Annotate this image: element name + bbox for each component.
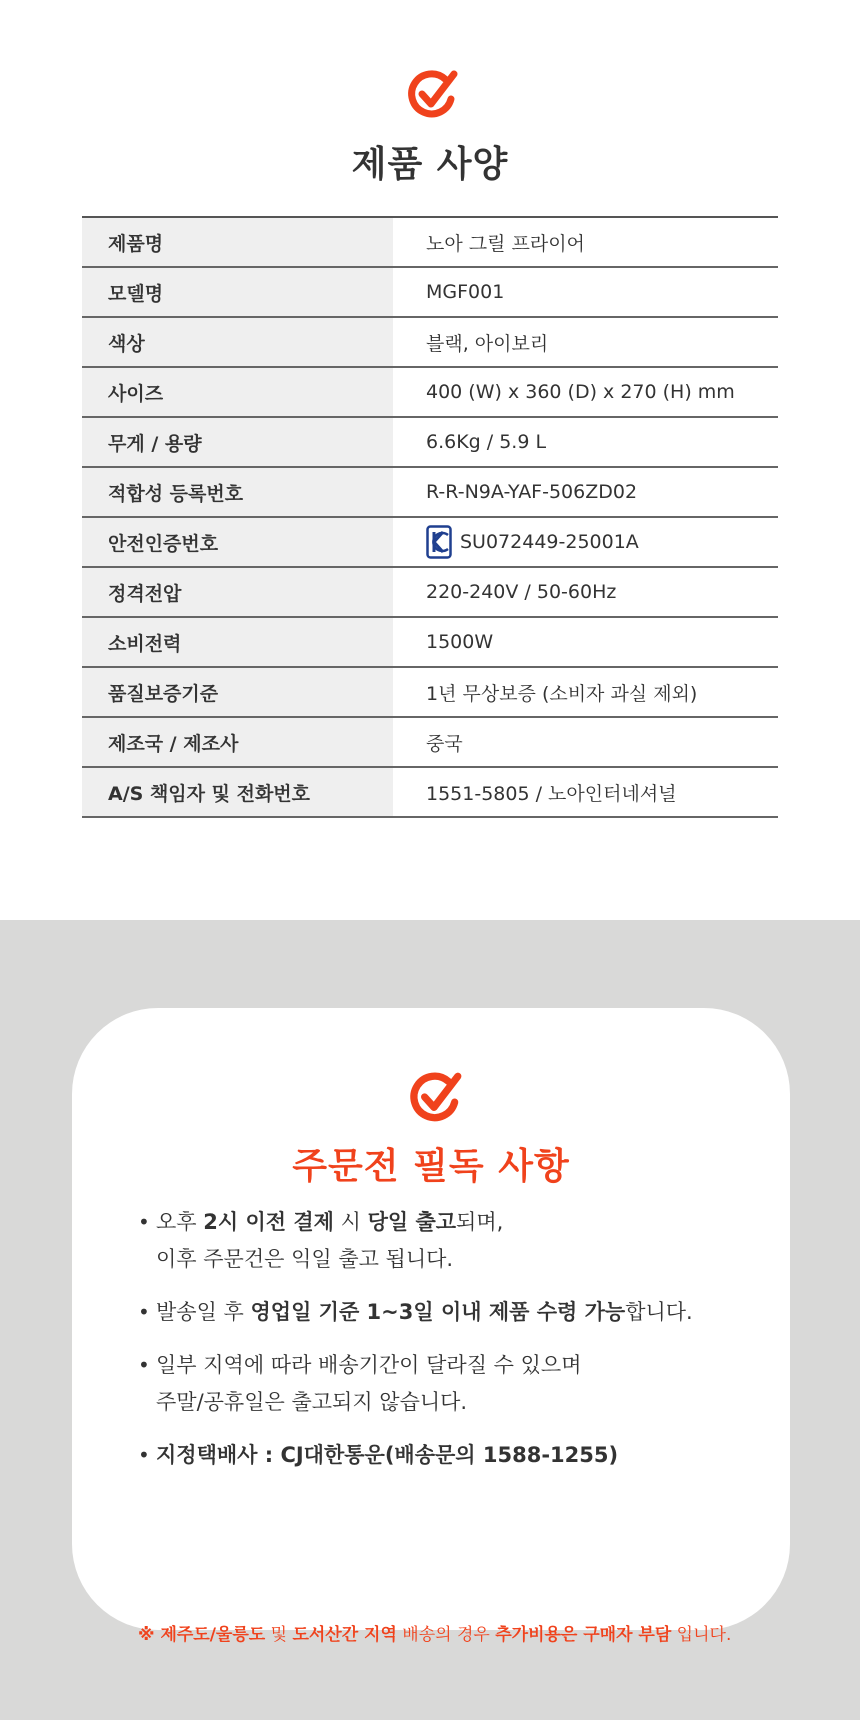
spec-table xyxy=(82,216,778,818)
spec-value: 220-240V / 50-60Hz xyxy=(426,581,617,603)
spec-value: 블랙, 아이보리 xyxy=(426,332,549,355)
shipping-footnote xyxy=(138,1620,758,1645)
spec-key: 제품명 xyxy=(82,218,393,266)
notice-line xyxy=(156,1294,758,1331)
notice-line xyxy=(156,1204,758,1241)
list-item xyxy=(138,1347,758,1421)
footnote-text: 입니다. xyxy=(671,1625,732,1645)
spec-key: A/S 책임자 및 전화번호 xyxy=(82,768,393,816)
spec-row xyxy=(82,768,778,818)
notice-card xyxy=(72,1008,790,1645)
notice-line: 주말/공휴일은 출고되지 않습니다. xyxy=(156,1390,468,1414)
notice-emphasis: 2시 이전 결제 xyxy=(203,1210,334,1234)
spec-value: 1551-5805 / 노아인터네셔널 xyxy=(426,782,677,805)
check-circle-icon xyxy=(404,66,460,122)
spec-key: 사이즈 xyxy=(82,368,393,416)
footnote-text: 및 xyxy=(265,1625,293,1645)
notice-line: • 일부 지역에 따라 배송기간이 달라질 수 있으며 xyxy=(156,1353,582,1377)
spec-row xyxy=(82,218,778,268)
notice-title: 주문전 필독 사항 xyxy=(292,1146,570,1187)
spec-key: 안전인증번호 xyxy=(82,518,393,566)
spec-row xyxy=(82,518,778,568)
spec-value: 1500W xyxy=(426,631,494,653)
spec-key: 품질보증기준 xyxy=(82,668,393,716)
notice-emphasis: 지정택배사 : CJ대한통운(배송문의 1588-1255) xyxy=(156,1443,619,1467)
footnote-mark: ※ xyxy=(138,1625,161,1645)
kc-certification-icon xyxy=(426,525,452,559)
spec-key: 모델명 xyxy=(82,268,393,316)
spec-row xyxy=(82,618,778,668)
spec-title: 제품 사양 xyxy=(351,144,509,185)
notice-text: 오후 xyxy=(156,1210,204,1234)
notice-text: 발송일 후 xyxy=(156,1300,251,1324)
spec-value-with-icon xyxy=(393,518,778,566)
notice-text: 되며, xyxy=(456,1210,504,1234)
spec-value: 노아 그릴 프라이어 xyxy=(426,232,585,255)
spec-row xyxy=(82,318,778,368)
spec-value: 400 (W) x 360 (D) x 270 (H) mm xyxy=(426,381,735,403)
spec-row xyxy=(82,568,778,618)
notice-list xyxy=(138,1204,758,1490)
spec-row xyxy=(82,268,778,318)
footnote-text: 배송의 경우 xyxy=(396,1625,496,1645)
spec-key: 적합성 등록번호 xyxy=(82,468,393,516)
spec-key: 소비전력 xyxy=(82,618,393,666)
footnote-emphasis: 추가비용은 구매자 부담 xyxy=(495,1625,672,1645)
footnote-emphasis: 도서산간 지역 xyxy=(292,1625,397,1645)
spec-value: R-R-N9A-YAF-506ZD02 xyxy=(426,481,638,503)
notice-text: 시 xyxy=(333,1210,368,1234)
notice-emphasis: 당일 출고 xyxy=(367,1210,457,1234)
spec-key: 무게 / 용량 xyxy=(82,418,393,466)
notice-emphasis: 영업일 기준 1~3일 이내 제품 수령 가능 xyxy=(250,1300,626,1324)
order-notice-section xyxy=(0,920,860,1720)
spec-row xyxy=(82,718,778,768)
spec-key: 정격전압 xyxy=(82,568,393,616)
spec-value: 중국 xyxy=(426,732,463,755)
spec-key: 제조국 / 제조사 xyxy=(82,718,393,766)
spec-row xyxy=(82,468,778,518)
check-circle-icon xyxy=(406,1068,464,1126)
list-item xyxy=(138,1294,758,1331)
notice-text: 합니다. xyxy=(625,1300,693,1324)
spec-value: 6.6Kg / 5.9 L xyxy=(426,431,547,453)
spec-row xyxy=(82,668,778,718)
list-item xyxy=(138,1204,758,1278)
spec-value: 1년 무상보증 (소비자 과실 제외) xyxy=(426,682,698,705)
spec-key: 색상 xyxy=(82,318,393,366)
notice-line xyxy=(156,1437,758,1474)
spec-row xyxy=(82,418,778,468)
notice-line: 이후 주문건은 익일 출고 됩니다. xyxy=(156,1247,454,1271)
spec-row xyxy=(82,368,778,418)
list-item xyxy=(138,1437,758,1474)
footnote-emphasis: 제주도/울릉도 xyxy=(160,1625,266,1645)
spec-value: SU072449-25001A xyxy=(460,531,639,553)
spec-value: MGF001 xyxy=(426,281,505,303)
